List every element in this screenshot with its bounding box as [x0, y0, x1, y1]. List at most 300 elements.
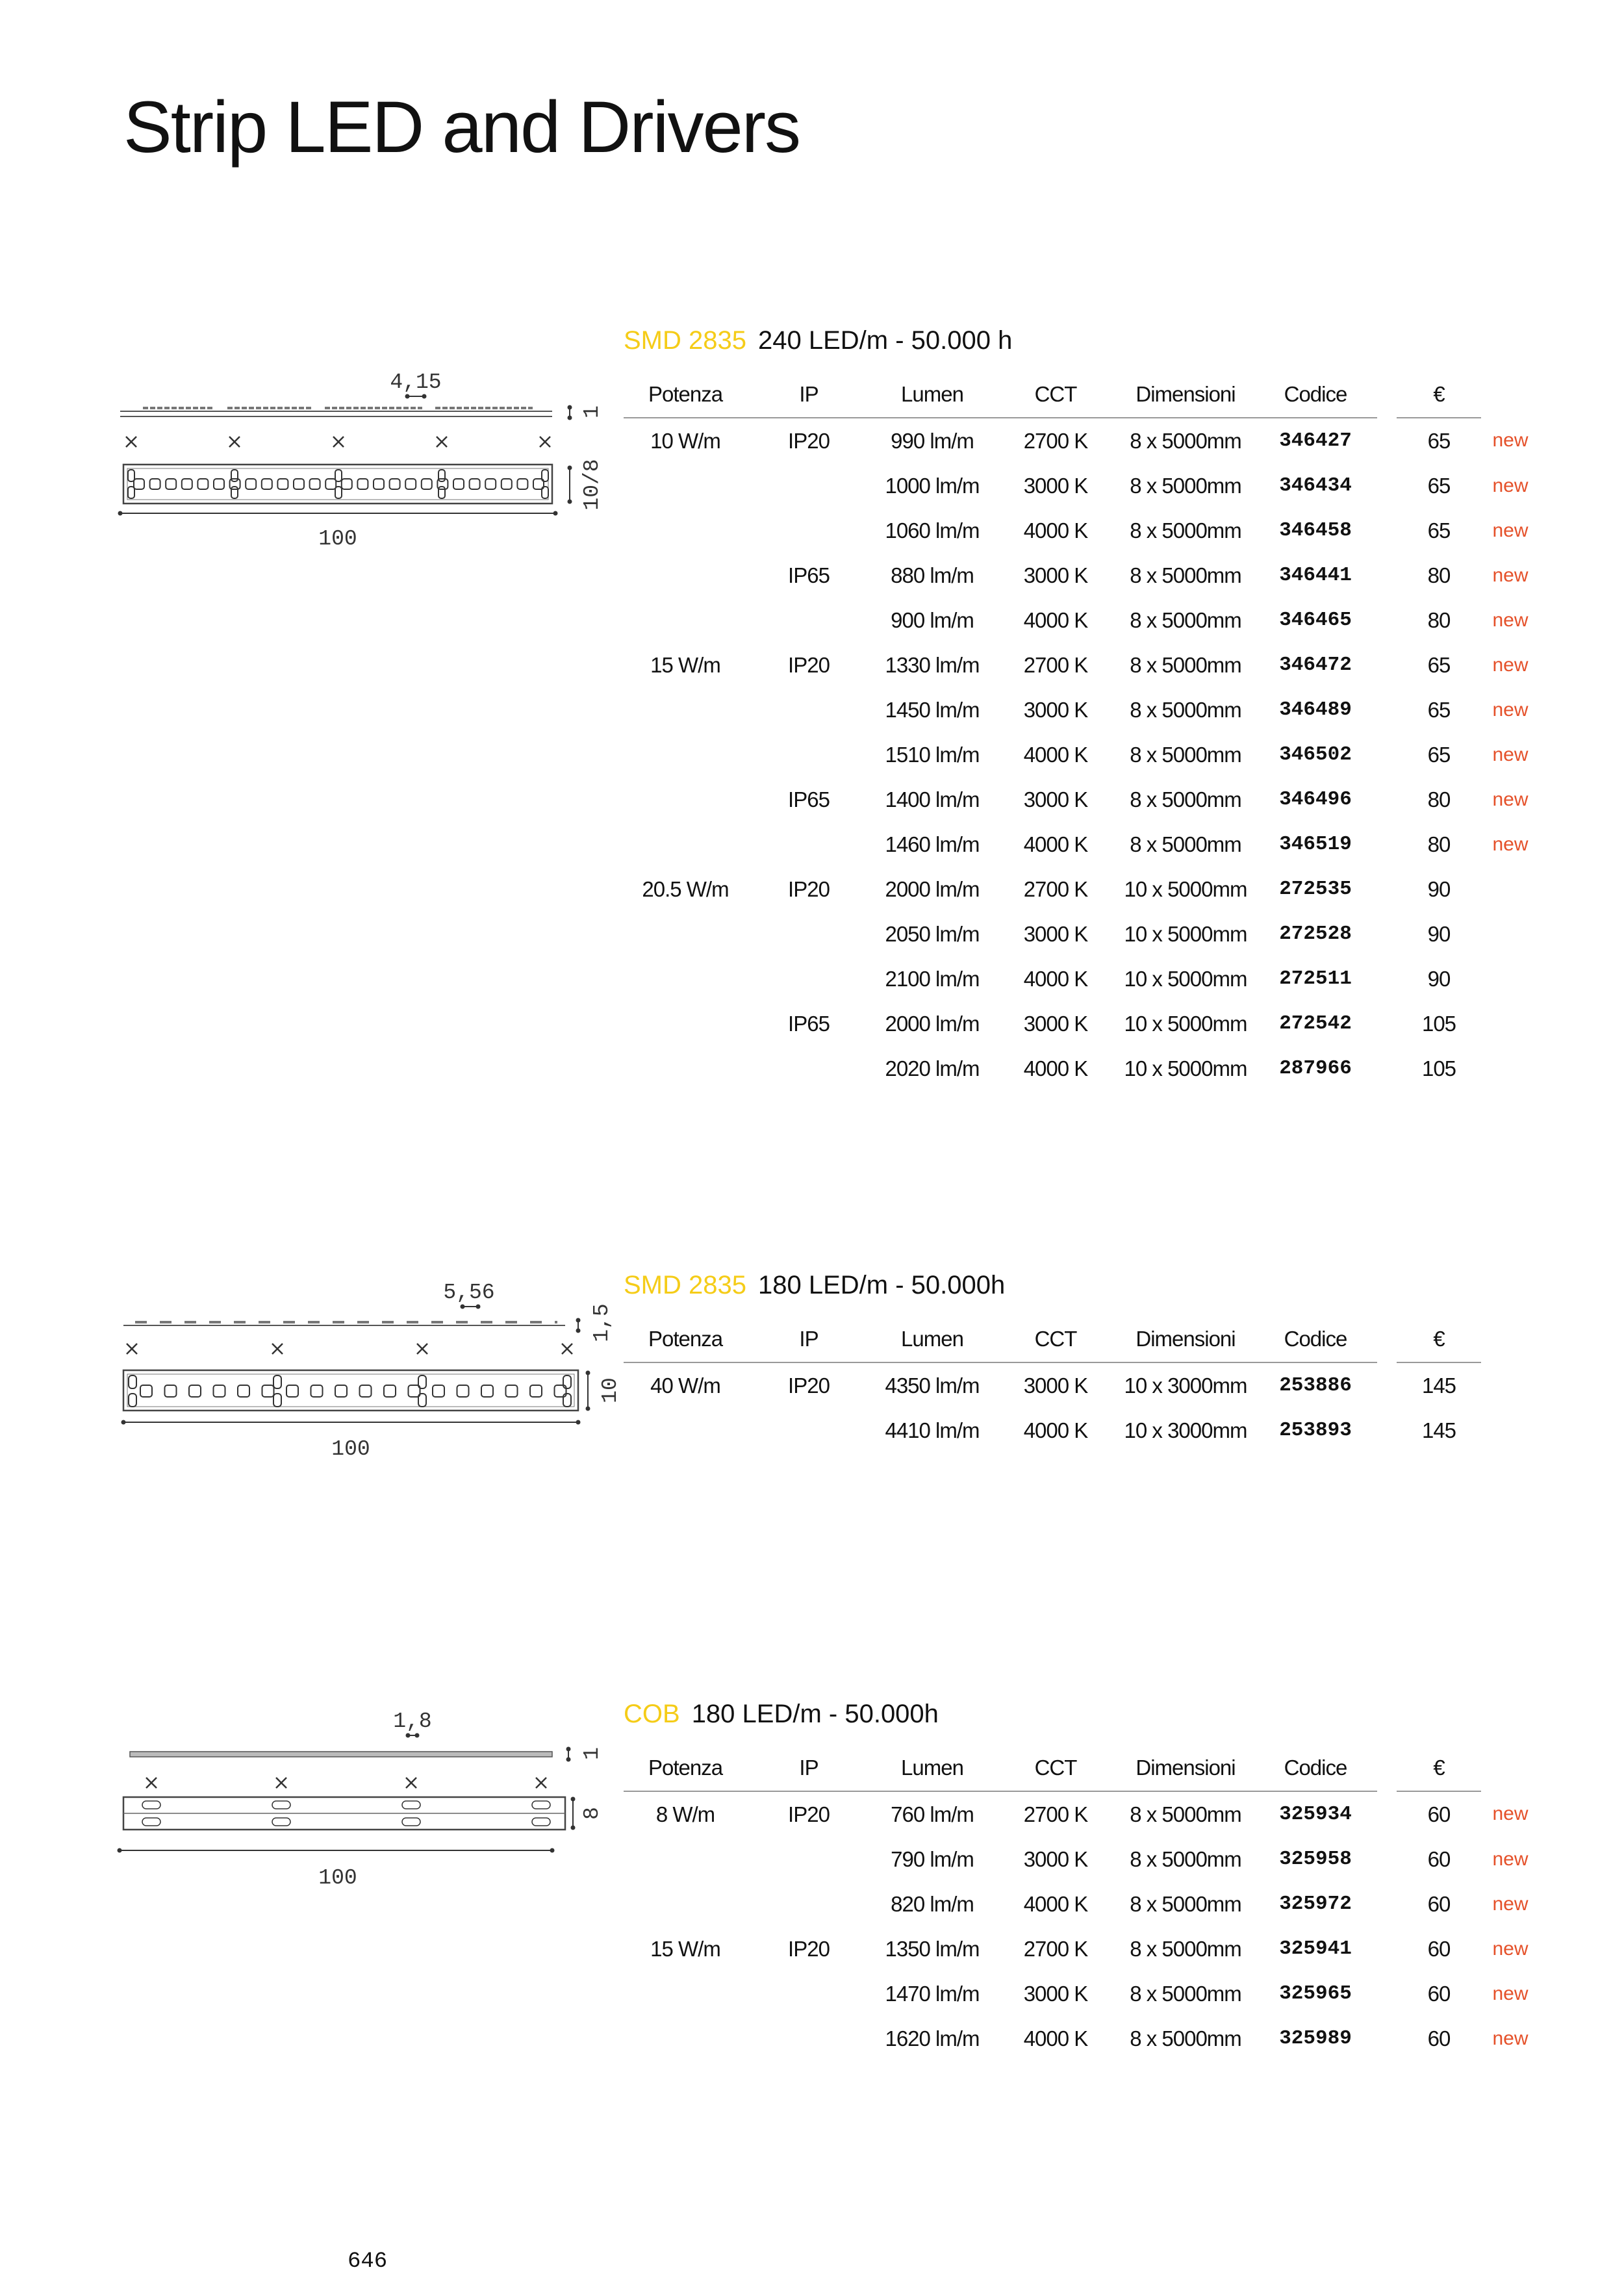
- led-chip: [286, 1385, 298, 1397]
- led-chip: [517, 479, 527, 489]
- table-row: [624, 598, 1540, 643]
- cell-cct: 3000 K: [1023, 787, 1088, 811]
- cell-potenza: [624, 463, 747, 508]
- cell-ip: IP65: [788, 1011, 830, 1036]
- cell-potenza: [624, 687, 747, 732]
- new-badge: [1481, 1362, 1540, 1408]
- led-chip: [325, 479, 336, 489]
- led-chip: [360, 1385, 372, 1397]
- led-chip: [422, 479, 432, 489]
- cell-lumen: 1460 lm/m: [885, 832, 980, 856]
- side-dimension-label: 8: [580, 1807, 604, 1820]
- table-row: [624, 777, 1540, 822]
- cell-codice: 346458: [1279, 519, 1352, 542]
- solder-pad: [563, 1394, 571, 1407]
- led-chip: [530, 1385, 542, 1397]
- led-chip: [189, 1385, 201, 1397]
- header-ip: IP: [747, 1316, 870, 1362]
- led-chip: [150, 479, 160, 489]
- cell-potenza: 15 W/m: [650, 1936, 720, 1961]
- section-heading: [624, 1700, 939, 1729]
- cell-lumen: 990 lm/m: [891, 428, 974, 453]
- table-row: [624, 1926, 1540, 1971]
- cell-codice: 346441: [1279, 564, 1352, 587]
- cell-dimensioni: 8 x 5000mm: [1130, 1891, 1241, 1916]
- cell-codice: 346502: [1279, 743, 1352, 766]
- table-row: [624, 463, 1540, 508]
- length-dimension-label: 100: [318, 1866, 357, 1890]
- cell-cct: 2700 K: [1023, 1936, 1088, 1961]
- cell-cct: 4000 K: [1023, 2026, 1088, 2050]
- cell-lumen: 1330 lm/m: [885, 652, 980, 677]
- product-table: [624, 1745, 1540, 2061]
- cell-codice: 253893: [1279, 1419, 1352, 1442]
- new-badge: new: [1492, 833, 1529, 855]
- header-euro: €: [1397, 372, 1481, 418]
- cell-price: 65: [1427, 473, 1451, 498]
- solder-pad: [273, 1394, 281, 1407]
- cell-ip: [747, 463, 870, 508]
- led-chip: [335, 1385, 347, 1397]
- led-family-label: COB: [624, 1700, 680, 1728]
- cell-potenza: 8 W/m: [655, 1802, 715, 1826]
- header-lumen: Lumen: [870, 1316, 994, 1362]
- cell-price: 145: [1421, 1373, 1456, 1398]
- new-badge: new: [1492, 1803, 1529, 1824]
- header-potenza: Potenza: [624, 372, 747, 418]
- cell-lumen: 2020 lm/m: [885, 1056, 980, 1080]
- cell-ip: [747, 1046, 870, 1091]
- table-row: [624, 1046, 1540, 1091]
- cell-ip: IP20: [788, 428, 830, 453]
- cell-lumen: 2000 lm/m: [885, 1011, 980, 1036]
- header-lumen: Lumen: [870, 1745, 994, 1791]
- table-header-row: [624, 372, 1540, 418]
- cell-potenza: [624, 2016, 747, 2061]
- cell-potenza: [624, 822, 747, 867]
- cell-cct: 4000 K: [1023, 832, 1088, 856]
- cell-lumen: 1620 lm/m: [885, 2026, 980, 2050]
- cell-price: 65: [1427, 697, 1451, 722]
- cell-lumen: 820 lm/m: [891, 1891, 974, 1916]
- solder-pad: [129, 1375, 136, 1388]
- section-heading: [624, 1271, 1005, 1300]
- cell-price: 90: [1427, 876, 1451, 901]
- cell-price: 65: [1427, 742, 1451, 767]
- cell-ip: [747, 598, 870, 643]
- cell-potenza: 10 W/m: [650, 428, 720, 453]
- cell-dimensioni: 8 x 5000mm: [1130, 518, 1241, 543]
- led-chip: [310, 479, 320, 489]
- cell-dimensioni: 8 x 5000mm: [1130, 428, 1241, 453]
- cell-potenza: [624, 732, 747, 777]
- led-chip: [470, 479, 480, 489]
- cell-codice: 325989: [1279, 2027, 1352, 2050]
- cell-potenza: [624, 1971, 747, 2016]
- table-header-row: [624, 1745, 1540, 1791]
- cell-cct: 4000 K: [1023, 966, 1088, 991]
- product-table: [624, 1316, 1540, 1453]
- cell-ip: [747, 822, 870, 867]
- cell-cct: 4000 K: [1023, 607, 1088, 632]
- cell-ip: IP65: [788, 787, 830, 811]
- cell-price: 80: [1427, 607, 1451, 632]
- cell-potenza: [624, 1882, 747, 1926]
- led-chip: [374, 479, 384, 489]
- cell-price: 105: [1421, 1056, 1456, 1080]
- led-chip: [238, 1385, 249, 1397]
- table-row: [624, 732, 1540, 777]
- header-codice: Codice: [1254, 1316, 1377, 1362]
- header-dimensioni: Dimensioni: [1117, 372, 1254, 418]
- cell-codice: 346519: [1279, 833, 1352, 856]
- led-chip: [555, 1385, 566, 1397]
- cell-dimensioni: 10 x 5000mm: [1124, 1011, 1247, 1036]
- led-chip: [390, 479, 400, 489]
- cell-cct: 3000 K: [1023, 921, 1088, 946]
- cell-lumen: 1060 lm/m: [885, 518, 980, 543]
- cell-potenza: [624, 912, 747, 956]
- cell-price: 65: [1427, 518, 1451, 543]
- led-family-label: SMD 2835: [624, 326, 746, 355]
- cell-cct: 3000 K: [1023, 1846, 1088, 1871]
- solder-pad: [438, 487, 445, 498]
- cell-dimensioni: 8 x 5000mm: [1130, 787, 1241, 811]
- cell-codice: 346496: [1279, 788, 1352, 811]
- solder-pad: [438, 470, 445, 481]
- cell-price: 60: [1427, 1891, 1451, 1916]
- cell-ip: IP65: [788, 563, 830, 587]
- led-strip-technical-drawing: [110, 1271, 630, 1485]
- cell-cct: 3000 K: [1023, 1981, 1088, 2006]
- cell-cct: 4000 K: [1023, 1418, 1088, 1442]
- cell-ip: [747, 1408, 870, 1453]
- cell-lumen: 2050 lm/m: [885, 921, 980, 946]
- led-chip: [262, 479, 272, 489]
- cell-cct: 4000 K: [1023, 742, 1088, 767]
- header-potenza: Potenza: [624, 1745, 747, 1791]
- cell-cct: 3000 K: [1023, 563, 1088, 587]
- cell-lumen: 1350 lm/m: [885, 1936, 980, 1961]
- cell-codice: 346427: [1279, 429, 1352, 452]
- header-ip: IP: [747, 1745, 870, 1791]
- led-chip: [342, 479, 352, 489]
- cell-potenza: [624, 508, 747, 553]
- side-dimension-label: 10: [598, 1377, 622, 1403]
- led-chip: [182, 479, 192, 489]
- new-badge: [1481, 956, 1540, 1001]
- led-spec-label: 240 LED/m - 50.000 h: [757, 326, 1013, 355]
- table-row: [624, 1362, 1540, 1408]
- cell-dimensioni: 10 x 3000mm: [1124, 1373, 1247, 1398]
- solder-pad: [142, 1818, 160, 1826]
- cell-potenza: 40 W/m: [650, 1373, 720, 1398]
- cell-codice: 346434: [1279, 474, 1352, 497]
- cell-price: 90: [1427, 966, 1451, 991]
- led-chip: [165, 1385, 177, 1397]
- cell-lumen: 1510 lm/m: [885, 742, 980, 767]
- page-number: 646: [348, 2249, 388, 2274]
- cell-dimensioni: 8 x 5000mm: [1130, 473, 1241, 498]
- solder-pad: [335, 487, 342, 498]
- led-chip: [457, 1385, 469, 1397]
- cell-cct: 3000 K: [1023, 697, 1088, 722]
- cell-lumen: 4350 lm/m: [885, 1373, 980, 1398]
- cell-dimensioni: 8 x 5000mm: [1130, 1802, 1241, 1826]
- length-dimension-label: 100: [318, 527, 357, 551]
- cell-dimensioni: 8 x 5000mm: [1130, 697, 1241, 722]
- cell-price: 145: [1421, 1418, 1456, 1442]
- cell-cct: 3000 K: [1023, 1373, 1088, 1398]
- table-row: [624, 1837, 1540, 1882]
- table-row: [624, 867, 1540, 912]
- cell-lumen: 1470 lm/m: [885, 1981, 980, 2006]
- height-dimension-label: 1,5: [590, 1303, 614, 1342]
- cell-dimensioni: 8 x 5000mm: [1130, 563, 1241, 587]
- solder-pad: [402, 1818, 420, 1826]
- header-codice: Codice: [1254, 372, 1377, 418]
- table-row: [624, 418, 1540, 463]
- cut-marks: [146, 1778, 546, 1788]
- cell-potenza: [624, 1408, 747, 1453]
- led-chip: [246, 479, 256, 489]
- cell-codice: 272542: [1279, 1012, 1352, 1035]
- cell-lumen: 1450 lm/m: [885, 697, 980, 722]
- cell-ip: IP20: [788, 1373, 830, 1398]
- cell-potenza: 15 W/m: [650, 652, 720, 677]
- cell-lumen: 2000 lm/m: [885, 876, 980, 901]
- table-row: [624, 1791, 1540, 1837]
- header-codice: Codice: [1254, 1745, 1377, 1791]
- cell-ip: [747, 956, 870, 1001]
- new-badge: new: [1492, 1937, 1529, 1960]
- cell-dimensioni: 10 x 5000mm: [1124, 966, 1247, 991]
- solder-pad: [272, 1818, 290, 1826]
- cell-ip: IP20: [788, 1802, 830, 1826]
- led-chip: [140, 1385, 152, 1397]
- table-header-row: [624, 1316, 1540, 1362]
- cell-potenza: [624, 777, 747, 822]
- led-spec-label: 180 LED/m - 50.000h: [757, 1271, 1006, 1299]
- led-chip: [384, 1385, 396, 1397]
- new-badge: new: [1492, 519, 1529, 541]
- cell-lumen: 790 lm/m: [891, 1846, 974, 1871]
- led-chip: [214, 479, 224, 489]
- table-row: [624, 687, 1540, 732]
- cell-codice: 272511: [1279, 967, 1352, 990]
- cell-codice: 346472: [1279, 654, 1352, 676]
- led-strip-technical-drawing: [110, 338, 630, 552]
- cell-price: 80: [1427, 832, 1451, 856]
- led-chip: [506, 1385, 518, 1397]
- cell-ip: [747, 1971, 870, 2016]
- led-strip-drawing: [110, 1700, 630, 1921]
- cell-dimensioni: 10 x 5000mm: [1124, 876, 1247, 901]
- led-chip: [485, 479, 496, 489]
- cell-price: 90: [1427, 921, 1451, 946]
- led-chip: [433, 1385, 444, 1397]
- new-badge: [1481, 912, 1540, 956]
- cell-codice: 325965: [1279, 1982, 1352, 2005]
- cell-lumen: 2100 lm/m: [885, 966, 980, 991]
- solder-pad: [532, 1801, 550, 1809]
- led-strip-technical-drawing: [110, 1700, 630, 1921]
- cell-cct: 3000 K: [1023, 473, 1088, 498]
- header-dimensioni: Dimensioni: [1117, 1316, 1254, 1362]
- solder-pad: [272, 1801, 290, 1809]
- new-badge: new: [1492, 429, 1529, 451]
- cut-marks: [127, 1344, 572, 1354]
- cell-lumen: 1000 lm/m: [885, 473, 980, 498]
- cell-price: 105: [1421, 1011, 1456, 1036]
- solder-pad: [128, 470, 134, 481]
- cell-dimensioni: 8 x 5000mm: [1130, 2026, 1241, 2050]
- cell-lumen: 880 lm/m: [891, 563, 974, 587]
- cell-codice: 253886: [1279, 1374, 1352, 1397]
- solder-pad: [273, 1375, 281, 1388]
- product-table: [624, 372, 1540, 1091]
- cell-price: 60: [1427, 1802, 1451, 1826]
- header-cct: CCT: [994, 1745, 1117, 1791]
- cell-potenza: 20.5 W/m: [642, 876, 729, 901]
- led-strip-drawing: [110, 1271, 630, 1485]
- cell-codice: 346465: [1279, 609, 1352, 632]
- cell-ip: [747, 912, 870, 956]
- new-badge: new: [1492, 564, 1529, 586]
- new-badge: [1481, 1001, 1540, 1046]
- cell-ip: [747, 508, 870, 553]
- led-strip-drawing: [110, 338, 630, 552]
- cell-lumen: 760 lm/m: [891, 1802, 974, 1826]
- led-family-label: SMD 2835: [624, 1271, 746, 1299]
- cell-codice: 325958: [1279, 1848, 1352, 1871]
- cell-codice: 346489: [1279, 698, 1352, 721]
- cell-price: 60: [1427, 1846, 1451, 1871]
- cell-ip: [747, 687, 870, 732]
- cell-potenza: [624, 598, 747, 643]
- cell-dimensioni: 8 x 5000mm: [1130, 607, 1241, 632]
- solder-pad: [335, 470, 342, 481]
- height-dimension-label: 1: [580, 1747, 604, 1760]
- cell-cct: 3000 K: [1023, 1011, 1088, 1036]
- led-chip: [357, 479, 368, 489]
- cell-potenza: [624, 1001, 747, 1046]
- cell-price: 65: [1427, 428, 1451, 453]
- length-dimension-label: 100: [331, 1437, 370, 1461]
- cell-ip: [747, 732, 870, 777]
- solder-pad: [231, 470, 238, 481]
- header-cct: CCT: [994, 1316, 1117, 1362]
- solder-pad: [532, 1818, 550, 1826]
- header-lumen: Lumen: [870, 372, 994, 418]
- cell-price: 80: [1427, 787, 1451, 811]
- cell-ip: IP20: [788, 876, 830, 901]
- solder-pad: [142, 1801, 160, 1809]
- cell-codice: 325972: [1279, 1893, 1352, 1915]
- cell-price: 60: [1427, 2026, 1451, 2050]
- led-chip: [453, 479, 464, 489]
- side-dimension-label: 10/8: [580, 459, 604, 511]
- page-title: Strip LED and Drivers: [123, 86, 800, 168]
- cell-dimensioni: 10 x 5000mm: [1124, 1056, 1247, 1080]
- cell-dimensioni: 8 x 5000mm: [1130, 742, 1241, 767]
- led-chip: [501, 479, 512, 489]
- header-dimensioni: Dimensioni: [1117, 1745, 1254, 1791]
- cell-dimensioni: 10 x 5000mm: [1124, 921, 1247, 946]
- new-badge: new: [1492, 1848, 1529, 1870]
- cell-ip: [747, 2016, 870, 2061]
- header-euro: €: [1397, 1316, 1481, 1362]
- header-euro: €: [1397, 1745, 1481, 1791]
- new-badge: new: [1492, 474, 1529, 496]
- new-badge: [1481, 867, 1540, 912]
- header-potenza: Potenza: [624, 1316, 747, 1362]
- table-row: [624, 643, 1540, 687]
- height-dimension-label: 1: [580, 405, 604, 418]
- solder-pad: [402, 1801, 420, 1809]
- new-badge: new: [1492, 1982, 1529, 2004]
- cell-price: 60: [1427, 1981, 1451, 2006]
- table-row: [624, 553, 1540, 598]
- cell-potenza: [624, 956, 747, 1001]
- table-row: [624, 956, 1540, 1001]
- cell-ip: IP20: [788, 1936, 830, 1961]
- section-heading: [624, 326, 1012, 355]
- cell-dimensioni: 10 x 3000mm: [1124, 1418, 1247, 1442]
- table-row: [624, 1971, 1540, 2016]
- cell-cct: 4000 K: [1023, 518, 1088, 543]
- led-chip: [277, 479, 288, 489]
- table-row: [624, 2016, 1540, 2061]
- led-chip: [405, 479, 416, 489]
- cell-cct: 4000 K: [1023, 1056, 1088, 1080]
- new-badge: [1481, 1046, 1540, 1091]
- top-dimension-label: 1,8: [393, 1709, 432, 1733]
- table-row: [624, 1001, 1540, 1046]
- new-badge: new: [1492, 743, 1529, 765]
- cell-cct: 2700 K: [1023, 1802, 1088, 1826]
- cell-dimensioni: 8 x 5000mm: [1130, 652, 1241, 677]
- cell-cct: 2700 K: [1023, 428, 1088, 453]
- cell-ip: IP20: [788, 652, 830, 677]
- new-badge: new: [1492, 698, 1529, 721]
- cell-dimensioni: 8 x 5000mm: [1130, 1846, 1241, 1871]
- led-chip: [294, 479, 304, 489]
- new-badge: new: [1492, 1893, 1529, 1915]
- led-chip: [134, 479, 144, 489]
- led-chip: [214, 1385, 225, 1397]
- cell-ip: [747, 1882, 870, 1926]
- cell-price: 65: [1427, 652, 1451, 677]
- cell-price: 80: [1427, 563, 1451, 587]
- cell-codice: 272535: [1279, 878, 1352, 901]
- cell-lumen: 900 lm/m: [891, 607, 974, 632]
- led-spec-label: 180 LED/m - 50.000h: [691, 1700, 939, 1728]
- table-row: [624, 1882, 1540, 1926]
- led-chip: [166, 479, 176, 489]
- table-row: [624, 508, 1540, 553]
- cell-price: 60: [1427, 1936, 1451, 1961]
- solder-pad: [129, 1394, 136, 1407]
- table-row: [624, 912, 1540, 956]
- new-badge: [1481, 1408, 1540, 1453]
- cell-codice: 272528: [1279, 923, 1352, 945]
- cell-dimensioni: 8 x 5000mm: [1130, 1981, 1241, 2006]
- cell-potenza: [624, 1046, 747, 1091]
- header-cct: CCT: [994, 372, 1117, 418]
- cell-ip: [747, 1837, 870, 1882]
- cell-cct: 2700 K: [1023, 876, 1088, 901]
